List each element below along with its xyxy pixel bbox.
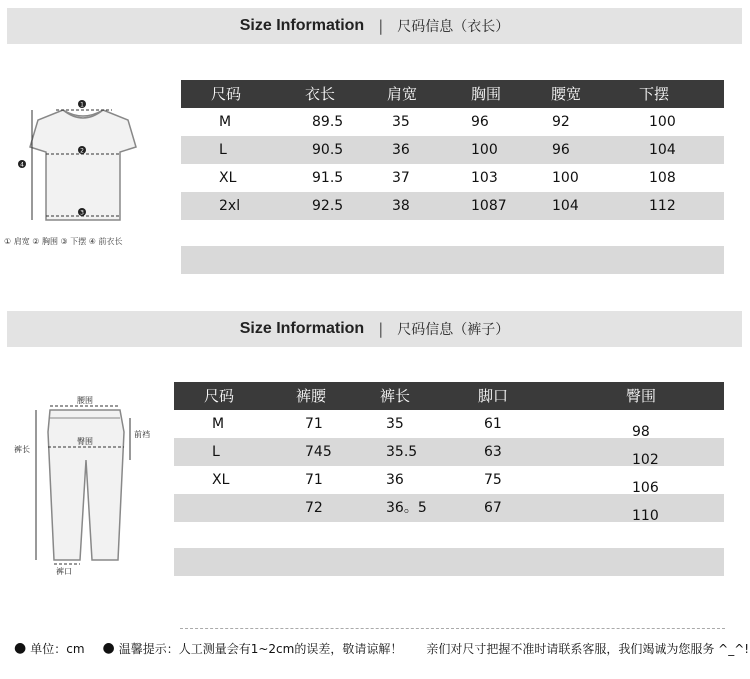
tshirt-diagram <box>8 92 158 242</box>
table-cell: 75 <box>484 472 502 488</box>
table-cell: 61 <box>484 416 502 432</box>
table-cell: 96 <box>552 142 570 158</box>
table-cell: 36 <box>392 142 410 158</box>
table-cell: 100 <box>552 170 579 186</box>
column-header: 尺码 <box>204 387 235 405</box>
label-hip: 臀围 <box>77 437 93 446</box>
table-cell: 112 <box>649 198 676 214</box>
hip-value: 106 <box>632 480 659 496</box>
table-header-row <box>174 382 724 410</box>
pants-figure <box>12 392 162 577</box>
footer <box>14 640 749 657</box>
bottom-empty-row <box>174 548 724 576</box>
table-cell: 71 <box>305 472 323 488</box>
table-cell: 37 <box>392 170 410 186</box>
bullet-icon: ● <box>102 640 115 656</box>
table-row <box>181 192 724 220</box>
marker-2-label: 2 <box>80 147 84 155</box>
table-cell: 63 <box>484 444 502 460</box>
pants-diagram <box>12 392 162 577</box>
table-cell: 72 <box>305 500 323 516</box>
table-cell: 38 <box>392 198 410 214</box>
marker-4-label: 4 <box>20 161 24 169</box>
table-cell: 100 <box>471 142 498 158</box>
top-empty-row <box>181 246 724 274</box>
table-cell: 36。5 <box>386 500 427 516</box>
column-header: 脚口 <box>478 387 509 405</box>
table-header-row <box>181 80 724 108</box>
banner-title-en: Size Information <box>239 320 365 337</box>
table-cell: L <box>212 444 220 460</box>
marker-1-label: 1 <box>80 101 84 109</box>
table-cell: 36 <box>386 472 404 488</box>
table-cell: 35 <box>386 416 404 432</box>
banner-title-en: Size Information <box>239 17 365 34</box>
column-header: 尺码 <box>211 85 242 103</box>
label-waist: 腰围 <box>77 396 93 405</box>
table-cell: 92 <box>552 114 570 130</box>
footer-contact: 亲们对尺寸把握不准时请联系客服，我们竭诚为您服务 ^_^! <box>426 642 750 656</box>
tshirt-figure <box>8 92 158 242</box>
column-header: 下摆 <box>639 85 670 103</box>
table-row <box>181 108 724 136</box>
column-header: 肩宽 <box>387 85 418 103</box>
table-cell: 92.5 <box>312 198 344 214</box>
banner-separator: | <box>378 17 384 35</box>
table-cell: 35.5 <box>386 444 418 460</box>
banner-title-cn: 尺码信息（衣长） <box>397 19 510 35</box>
column-header: 胸围 <box>471 85 502 103</box>
table-cell: 67 <box>484 500 502 516</box>
column-header: 臀围 <box>626 387 657 405</box>
bottom-banner <box>7 311 742 347</box>
table-cell: 104 <box>552 198 579 214</box>
table-cell: 103 <box>471 170 498 186</box>
table-cell: L <box>219 142 227 158</box>
bullet-icon: ● <box>14 640 27 656</box>
hip-value: 110 <box>632 508 659 524</box>
column-header: 腰宽 <box>551 85 582 103</box>
table-cell: XL <box>219 170 237 186</box>
table-cell: 71 <box>305 416 323 432</box>
footer-tip: 温馨提示：人工测量会有1~2cm的误差，敬请谅解！ <box>118 642 403 656</box>
table-cell: 35 <box>392 114 410 130</box>
banner-separator: | <box>378 320 384 338</box>
table-cell: 2xl <box>219 198 241 214</box>
marker-3-label: 3 <box>80 209 84 217</box>
table-cell: 745 <box>305 444 332 460</box>
top-size-table <box>181 80 724 220</box>
top-banner <box>7 8 742 44</box>
label-hem: 裤口 <box>56 567 72 576</box>
table-row <box>181 164 724 192</box>
table-cell: M <box>219 114 232 130</box>
label-length: 裤长 <box>14 445 30 454</box>
table-cell: 108 <box>649 170 676 186</box>
column-header: 裤腰 <box>296 387 327 405</box>
banner-title-cn: 尺码信息（裤子） <box>397 322 510 338</box>
table-cell: 1087 <box>471 198 507 214</box>
table-cell: 96 <box>471 114 489 130</box>
column-header: 衣长 <box>305 85 336 103</box>
table-cell: 90.5 <box>312 142 344 158</box>
table-cell: 100 <box>649 114 676 130</box>
table-row <box>181 136 724 164</box>
footer-divider <box>180 628 725 629</box>
table-cell: 91.5 <box>312 170 344 186</box>
hip-value: 102 <box>632 452 659 468</box>
footer-unit: 单位：cm <box>30 642 85 656</box>
table-cell: XL <box>212 472 230 488</box>
tshirt-legend: ① 肩宽 ② 胸围 ③ 下摆 ④ 前衣长 <box>4 237 123 246</box>
table-cell: 104 <box>649 142 676 158</box>
table-cell: M <box>212 416 225 432</box>
table-cell: 89.5 <box>312 114 344 130</box>
column-header: 裤长 <box>380 387 411 405</box>
hip-value: 98 <box>632 424 650 440</box>
label-rise: 前裆 <box>134 430 150 439</box>
